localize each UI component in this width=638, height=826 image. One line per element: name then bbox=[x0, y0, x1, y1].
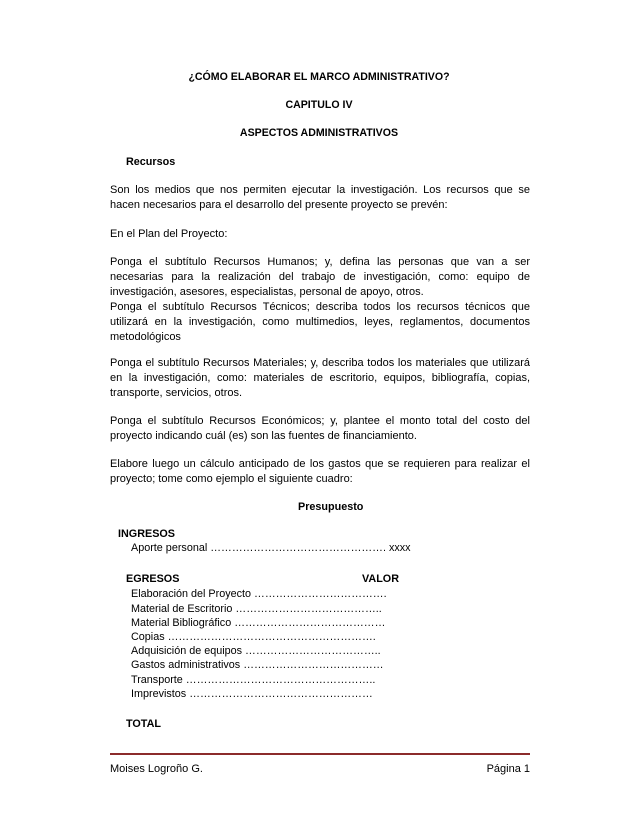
recursos-subheading: Recursos bbox=[126, 156, 176, 168]
chapter-heading: CAPITULO IV bbox=[285, 99, 353, 111]
paragraph-calculo: Elabore luego un cálculo anticipado de los gastos que se requieren para realizar el proyecto; tome como ejemplo el siguiente cuadro: bbox=[110, 458, 530, 486]
ingresos-label: INGRESOS bbox=[118, 528, 175, 540]
egreso-item: Imprevistos …………………………………………… bbox=[131, 688, 373, 700]
paragraph-recursos-materiales: Ponga el subtítulo Recursos Materiales; y, describa todos los materiales que utilizará en la investigación, como: materiales de escritorio, equipos, bibliografía, copias, transporte, servicios, otros. bbox=[110, 357, 530, 400]
paragraph-recursos-economicos: Ponga el subtítulo Recursos Económicos; y, plantee el monto total del costo del proyecto indicando cuál (es) son las fuentes de financiamiento. bbox=[110, 415, 530, 443]
footer-author: Moises Logroño G. bbox=[110, 763, 203, 775]
paragraph-plan: En el Plan del Proyecto: bbox=[110, 228, 228, 240]
egreso-item: Elaboración del Proyecto ………………………………. bbox=[131, 588, 387, 600]
document-title: ¿CÓMO ELABORAR EL MARCO ADMINISTRATIVO? bbox=[188, 71, 450, 83]
footer-page-number: Página 1 bbox=[486, 763, 530, 775]
total-label: TOTAL bbox=[126, 718, 161, 730]
budget-title: Presupuesto bbox=[298, 501, 364, 513]
paragraph-intro: Son los medios que nos permiten ejecutar la investigación. Los recursos que se hacen necesarios para el desarrollo del presente proyecto se prevén: bbox=[110, 184, 530, 212]
egreso-item: Transporte …………………………………………….. bbox=[131, 674, 376, 686]
valor-label: VALOR bbox=[362, 573, 399, 585]
egreso-item: Material de Escritorio ………………………………….. bbox=[131, 603, 382, 615]
footer-divider bbox=[110, 753, 530, 755]
paragraph-recursos-tecnicos: Ponga el subtítulo Recursos Técnicos; describa todos los recursos técnicos que utilizará en la investigación, como multimedios, leyes, reglamentos, documentos metodológicos bbox=[110, 301, 530, 344]
paragraph-recursos-humanos: Ponga el subtítulo Recursos Humanos; y, defina las personas que van a ser necesarias para la realización del trabajo de investigación, como: equipo de investigación, asesores, especialistas, personal de apoyo, otros. bbox=[110, 256, 530, 299]
egreso-item: Copias …………………………………………………. bbox=[131, 631, 376, 643]
egresos-label: EGRESOS bbox=[126, 573, 180, 585]
egreso-item: Material Bibliográfico …………………………………… bbox=[131, 617, 386, 629]
egreso-item: Adquisición de equipos ……………………………….. bbox=[131, 645, 381, 657]
egreso-item: Gastos administrativos ………………………………… bbox=[131, 659, 384, 671]
ingresos-item: Aporte personal …………………………………………. xxxx bbox=[131, 542, 411, 554]
section-heading: ASPECTOS ADMINISTRATIVOS bbox=[239, 127, 399, 139]
